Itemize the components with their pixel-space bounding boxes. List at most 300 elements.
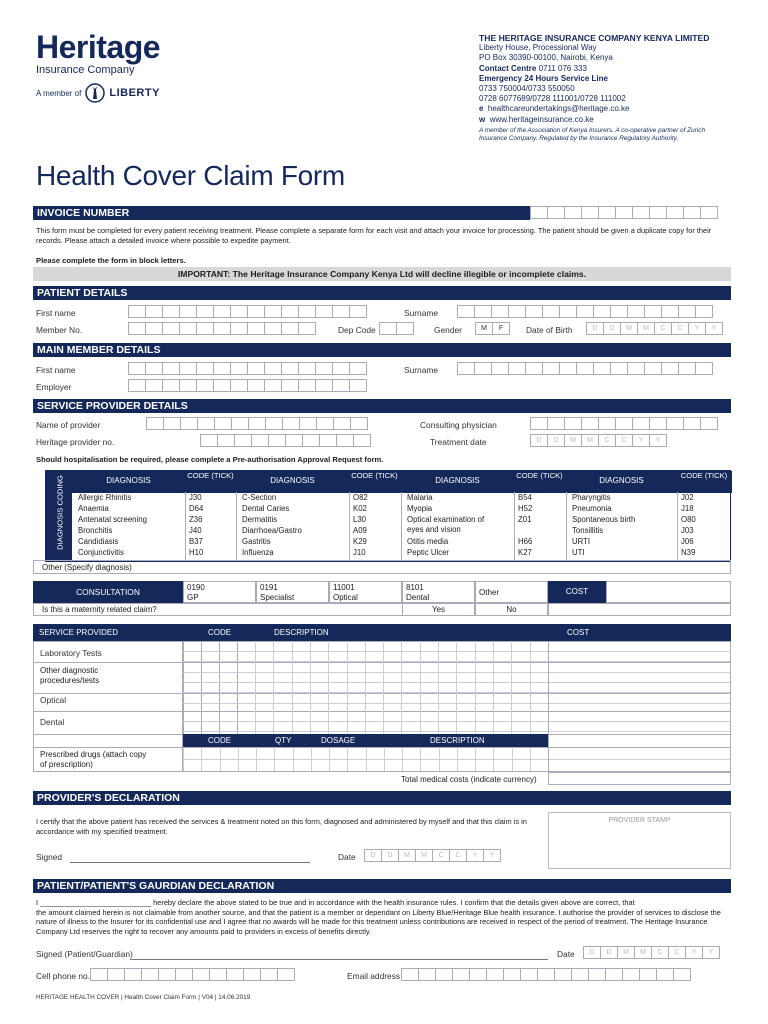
diagnosis-code[interactable]: Z36 <box>189 515 203 524</box>
entry-box[interactable] <box>520 968 538 981</box>
provider-name-field[interactable] <box>147 417 368 430</box>
entry-box[interactable] <box>145 362 163 375</box>
entry-box[interactable] <box>264 305 282 318</box>
entry-box[interactable] <box>299 417 317 430</box>
entry-box[interactable] <box>700 417 718 430</box>
entry-box[interactable] <box>298 379 316 392</box>
entry-box[interactable] <box>128 305 146 318</box>
entry-box[interactable] <box>162 362 180 375</box>
entry-box[interactable] <box>179 379 197 392</box>
entry-box[interactable] <box>656 968 674 981</box>
entry-box[interactable] <box>192 968 210 981</box>
entry-box[interactable] <box>627 362 645 375</box>
diagnosis-code[interactable]: O80 <box>681 515 696 524</box>
main-member-label: MAIN MEMBER DETAILS <box>37 344 161 356</box>
service-code-box[interactable] <box>183 641 202 663</box>
consult-optical[interactable] <box>329 581 402 603</box>
entry-box[interactable] <box>281 379 299 392</box>
entry-box[interactable]: C <box>671 322 689 335</box>
other-diagnosis-row[interactable] <box>33 560 731 574</box>
entry-box[interactable] <box>231 417 249 430</box>
provider-no-field[interactable] <box>201 434 371 447</box>
invoice-number-boxes[interactable] <box>531 206 718 219</box>
maternity-no[interactable] <box>475 603 548 616</box>
entry-box[interactable] <box>316 417 334 430</box>
entry-box[interactable] <box>661 362 679 375</box>
entry-box[interactable] <box>264 322 282 335</box>
entry-box[interactable] <box>141 968 159 981</box>
entry-box[interactable] <box>349 379 367 392</box>
entry-box[interactable] <box>457 305 475 318</box>
entry-box[interactable] <box>213 322 231 335</box>
entry-box[interactable] <box>542 305 560 318</box>
entry-box[interactable] <box>302 434 320 447</box>
entry-box[interactable] <box>598 206 616 219</box>
entry-box[interactable]: C <box>432 849 450 862</box>
entry-box[interactable]: C <box>449 849 467 862</box>
entry-box[interactable] <box>217 434 235 447</box>
entry-box[interactable] <box>128 362 146 375</box>
entry-box[interactable] <box>247 322 265 335</box>
entry-box[interactable] <box>525 362 543 375</box>
diagnosis-item: Candidiasis <box>78 537 119 546</box>
entry-box[interactable] <box>260 968 278 981</box>
entry-box[interactable] <box>350 417 368 430</box>
company-website[interactable]: www.heritageinsurance.co.ke <box>489 114 594 124</box>
entry-box[interactable]: M <box>637 322 655 335</box>
entry-box[interactable]: Y <box>466 849 484 862</box>
patient-signature-line[interactable] <box>130 959 548 960</box>
diagnosis-code[interactable]: H66 <box>518 537 533 546</box>
patient-details-label: PATIENT DETAILS <box>37 287 128 299</box>
entry-box[interactable] <box>315 362 333 375</box>
entry-box[interactable]: M <box>415 849 433 862</box>
entry-box[interactable] <box>277 968 295 981</box>
diagnosis-header: DIAGNOSIS <box>435 476 480 485</box>
entry-box[interactable]: D <box>600 946 618 959</box>
entry-box[interactable] <box>542 362 560 375</box>
service-desc-divider <box>292 711 293 734</box>
consult-cost-field[interactable] <box>606 581 731 603</box>
diagnosis-code[interactable]: J40 <box>189 526 202 535</box>
entry-box[interactable] <box>700 206 718 219</box>
entry-box[interactable] <box>281 305 299 318</box>
consult-cost-label: COST <box>565 587 589 596</box>
entry-box[interactable]: Y <box>649 434 667 447</box>
entry-box[interactable] <box>695 305 713 318</box>
entry-box[interactable] <box>197 417 215 430</box>
diagnosis-code[interactable]: A09 <box>353 526 367 535</box>
logo-member: A member of <box>36 88 82 98</box>
code-tick-header: CODE (TICK) <box>351 471 398 480</box>
entry-box[interactable] <box>336 434 354 447</box>
diagnosis-code[interactable]: D64 <box>189 504 204 513</box>
entry-box[interactable] <box>264 362 282 375</box>
entry-box[interactable] <box>508 362 526 375</box>
diagnosis-code[interactable]: Z01 <box>518 515 532 524</box>
entry-box[interactable] <box>247 305 265 318</box>
entry-box[interactable] <box>332 362 350 375</box>
entry-box[interactable] <box>200 434 218 447</box>
entry-box[interactable] <box>264 379 282 392</box>
main-surname-field[interactable] <box>458 362 713 375</box>
entry-box[interactable] <box>179 362 197 375</box>
contact-centre-label: Contact Centre <box>479 63 537 73</box>
entry-box[interactable]: D <box>381 849 399 862</box>
service-desc-divider <box>347 641 348 662</box>
entry-box[interactable] <box>649 417 667 430</box>
entry-box[interactable] <box>576 305 594 318</box>
entry-box[interactable]: M <box>398 849 416 862</box>
diagnosis-code[interactable]: J18 <box>681 504 694 513</box>
entry-box[interactable]: Y <box>483 849 501 862</box>
service-code-box[interactable] <box>237 641 256 663</box>
entry-box[interactable] <box>678 305 696 318</box>
entry-box[interactable] <box>247 362 265 375</box>
diagnosis-col-divider <box>677 492 678 560</box>
treatment-date-label: Treatment date <box>430 437 487 447</box>
liberty-statue-icon <box>85 83 105 103</box>
entry-box[interactable] <box>234 434 252 447</box>
service-desc-divider <box>511 693 512 711</box>
entry-box[interactable] <box>213 362 231 375</box>
service-desc-divider <box>292 662 293 693</box>
entry-box[interactable] <box>281 362 299 375</box>
entry-box[interactable] <box>315 305 333 318</box>
diagnosis-code[interactable]: J06 <box>681 537 694 546</box>
entry-box[interactable] <box>627 305 645 318</box>
entry-box[interactable] <box>525 305 543 318</box>
entry-box[interactable] <box>282 417 300 430</box>
entry-box[interactable] <box>247 379 265 392</box>
entry-box[interactable] <box>661 305 679 318</box>
entry-box[interactable] <box>379 322 397 335</box>
service-desc-divider <box>438 641 439 662</box>
entry-box[interactable] <box>457 362 475 375</box>
diagnosis-item: UTI <box>572 548 585 557</box>
consult-gp[interactable] <box>183 581 256 603</box>
diagnosis-code[interactable]: O82 <box>353 493 368 502</box>
entry-box[interactable] <box>632 206 650 219</box>
diagnosis-code[interactable]: L30 <box>353 515 367 524</box>
entry-box[interactable] <box>179 305 197 318</box>
diagnosis-code[interactable]: B37 <box>189 537 203 546</box>
entry-box[interactable] <box>605 968 623 981</box>
service-cost-cell[interactable] <box>548 711 731 735</box>
treatment-date-field[interactable] <box>531 434 667 447</box>
entry-box[interactable] <box>107 968 125 981</box>
entry-box[interactable] <box>554 968 572 981</box>
entry-box[interactable]: Y <box>705 322 723 335</box>
service-code-box[interactable] <box>219 662 238 694</box>
entry-box[interactable] <box>678 362 696 375</box>
diagnosis-item: Diarrhoea/Gastro <box>242 526 302 535</box>
entry-box[interactable] <box>530 417 548 430</box>
entry-box[interactable]: C <box>654 322 672 335</box>
entry-box[interactable] <box>418 968 436 981</box>
entry-box[interactable] <box>145 305 163 318</box>
diagnosis-code[interactable]: K27 <box>518 548 532 557</box>
drugs-cost-cell[interactable] <box>548 734 731 772</box>
entry-box[interactable] <box>559 305 577 318</box>
consult-specialist[interactable] <box>256 581 329 603</box>
entry-box[interactable]: M <box>564 434 582 447</box>
service-desc-divider <box>456 662 457 693</box>
entry-box[interactable] <box>581 417 599 430</box>
service-desc-divider <box>420 662 421 693</box>
entry-box[interactable] <box>537 968 555 981</box>
entry-box[interactable] <box>353 434 371 447</box>
entry-box[interactable] <box>649 206 667 219</box>
diagnosis-code[interactable]: J02 <box>681 493 694 502</box>
entry-box[interactable] <box>486 968 504 981</box>
email-address-label: Email address <box>347 971 401 981</box>
entry-box[interactable]: M <box>620 322 638 335</box>
diagnosis-code[interactable]: H10 <box>189 548 204 557</box>
entry-box[interactable] <box>559 362 577 375</box>
entry-box[interactable] <box>163 417 181 430</box>
entry-box[interactable] <box>435 968 453 981</box>
entry-box[interactable] <box>401 968 419 981</box>
entry-box[interactable] <box>673 968 691 981</box>
entry-box[interactable] <box>644 362 662 375</box>
entry-box[interactable] <box>576 362 594 375</box>
entry-box[interactable] <box>145 379 163 392</box>
consult-other-label: Other <box>479 588 500 597</box>
entry-box[interactable] <box>530 206 548 219</box>
entry-box[interactable] <box>474 305 492 318</box>
entry-box[interactable] <box>683 417 701 430</box>
patient-first-name-field[interactable] <box>129 305 367 318</box>
entry-box[interactable] <box>644 305 662 318</box>
entry-box[interactable] <box>588 968 606 981</box>
diagnosis-code[interactable]: K02 <box>353 504 367 513</box>
entry-box[interactable] <box>474 362 492 375</box>
diagnosis-code[interactable]: J30 <box>189 493 202 502</box>
entry-box[interactable] <box>564 417 582 430</box>
dep-code-label: Dep Code <box>338 325 376 335</box>
entry-box[interactable] <box>180 417 198 430</box>
entry-box[interactable] <box>508 305 526 318</box>
entry-box[interactable] <box>179 322 197 335</box>
entry-box[interactable]: M <box>634 946 652 959</box>
entry-box[interactable] <box>196 362 214 375</box>
entry-box[interactable] <box>547 417 565 430</box>
entry-box[interactable] <box>683 206 701 219</box>
entry-box[interactable] <box>666 417 684 430</box>
entry-box[interactable] <box>230 322 248 335</box>
entry-box[interactable] <box>491 362 509 375</box>
service-desc-divider <box>530 641 531 662</box>
cell-phone-field[interactable] <box>91 968 295 981</box>
entry-box[interactable] <box>469 968 487 981</box>
entry-box[interactable] <box>598 417 616 430</box>
main-first-name-field[interactable] <box>129 362 367 375</box>
service-dental-label: Dental <box>40 717 65 727</box>
entry-box[interactable]: M <box>617 946 635 959</box>
entry-box[interactable] <box>162 322 180 335</box>
service-cost-cell[interactable] <box>548 693 731 712</box>
entry-box[interactable] <box>196 305 214 318</box>
entry-box[interactable] <box>581 206 599 219</box>
entry-box[interactable] <box>281 322 299 335</box>
entry-box[interactable] <box>196 322 214 335</box>
consult-other[interactable] <box>475 581 548 603</box>
entry-box[interactable] <box>298 305 316 318</box>
entry-box[interactable] <box>610 362 628 375</box>
entry-box[interactable]: Y <box>688 322 706 335</box>
employer-field[interactable] <box>129 379 367 392</box>
entry-box[interactable] <box>333 417 351 430</box>
entry-box[interactable] <box>319 434 337 447</box>
maternity-yes[interactable] <box>402 603 475 616</box>
entry-box[interactable] <box>230 305 248 318</box>
entry-box[interactable] <box>564 206 582 219</box>
provider-stamp-box[interactable] <box>548 812 731 869</box>
consult-cost-header <box>548 581 606 603</box>
diagnosis-code[interactable]: J10 <box>353 548 366 557</box>
entry-box[interactable]: D <box>586 322 604 335</box>
service-desc-divider <box>365 641 366 662</box>
entry-box[interactable]: D <box>583 946 601 959</box>
diagnosis-item: Conjunctivitis <box>78 548 124 557</box>
service-code-box[interactable] <box>237 662 256 694</box>
other-diagnosis-label: Other (Specify diagnosis) <box>42 563 132 572</box>
entry-box[interactable] <box>128 322 146 335</box>
service-code-box[interactable] <box>201 641 220 663</box>
company-email[interactable]: healthcareundertakings@heritage.co.ke <box>487 104 630 114</box>
provider-name-label: Name of provider <box>36 420 101 430</box>
entry-box[interactable] <box>491 305 509 318</box>
entry-box[interactable] <box>610 305 628 318</box>
entry-box[interactable] <box>175 968 193 981</box>
entry-box[interactable] <box>162 305 180 318</box>
entry-box[interactable] <box>695 362 713 375</box>
entry-box[interactable] <box>571 968 589 981</box>
service-desc-divider <box>401 711 402 734</box>
entry-box[interactable] <box>90 968 108 981</box>
entry-box[interactable] <box>162 379 180 392</box>
entry-box[interactable] <box>226 968 244 981</box>
entry-box[interactable] <box>209 968 227 981</box>
entry-box[interactable] <box>285 434 303 447</box>
entry-box[interactable] <box>396 322 414 335</box>
service-cost-cell[interactable] <box>548 641 731 663</box>
entry-box[interactable] <box>214 417 232 430</box>
member-no-field[interactable] <box>129 322 316 335</box>
entry-box[interactable]: D <box>603 322 621 335</box>
entry-box[interactable]: Y <box>702 946 720 959</box>
entry-box[interactable] <box>349 362 367 375</box>
entry-box[interactable] <box>666 206 684 219</box>
entry-box[interactable] <box>145 322 163 335</box>
drugs-description-header: DESCRIPTION <box>430 736 485 745</box>
entry-box[interactable]: D <box>530 434 548 447</box>
entry-box[interactable] <box>196 379 214 392</box>
entry-box[interactable] <box>503 968 521 981</box>
entry-box[interactable] <box>230 379 248 392</box>
gender-male[interactable]: M <box>475 322 493 335</box>
service-code-box[interactable] <box>201 662 220 694</box>
diagnosis-code[interactable]: N39 <box>681 548 696 557</box>
service-cost-cell[interactable] <box>548 662 731 694</box>
gender-field[interactable] <box>476 322 510 335</box>
email-address-field[interactable] <box>402 968 691 981</box>
entry-box[interactable]: D <box>547 434 565 447</box>
web-label: w <box>479 114 486 124</box>
entry-box[interactable]: D <box>364 849 382 862</box>
entry-box[interactable] <box>251 434 269 447</box>
entry-box[interactable] <box>639 968 657 981</box>
entry-box[interactable] <box>124 968 142 981</box>
company-address-2: PO Box 30390-00100, Nairobi, Kenya <box>479 53 613 63</box>
entry-box[interactable]: C <box>668 946 686 959</box>
service-desc-divider <box>475 711 476 734</box>
entry-box[interactable]: Y <box>632 434 650 447</box>
gender-female[interactable]: F <box>492 322 510 335</box>
entry-box[interactable] <box>593 362 611 375</box>
entry-box[interactable]: C <box>615 434 633 447</box>
physician-field[interactable] <box>531 417 718 430</box>
entry-box[interactable] <box>622 968 640 981</box>
consult-dental[interactable] <box>402 581 475 603</box>
patient-surname-field[interactable] <box>458 305 713 318</box>
entry-box[interactable] <box>213 305 231 318</box>
maternity-cost-field[interactable] <box>548 603 731 616</box>
entry-box[interactable]: C <box>598 434 616 447</box>
service-code-box[interactable] <box>219 641 238 663</box>
entry-box[interactable] <box>298 322 316 335</box>
entry-box[interactable] <box>213 379 231 392</box>
service-code-box[interactable] <box>183 662 202 694</box>
dob-field[interactable] <box>587 322 723 335</box>
entry-box[interactable]: M <box>581 434 599 447</box>
entry-box[interactable] <box>265 417 283 430</box>
entry-box[interactable] <box>349 305 367 318</box>
entry-box[interactable] <box>128 379 146 392</box>
entry-box[interactable] <box>452 968 470 981</box>
entry-box[interactable]: C <box>651 946 669 959</box>
logo-name: Heritage <box>36 29 161 65</box>
entry-box[interactable] <box>632 417 650 430</box>
provider-date-field[interactable] <box>365 849 501 862</box>
entry-box[interactable] <box>332 305 350 318</box>
diagnosis-code[interactable]: K29 <box>353 537 367 546</box>
provider-signature-line[interactable] <box>70 862 310 863</box>
entry-box[interactable] <box>298 362 316 375</box>
entry-box[interactable] <box>230 362 248 375</box>
diagnosis-code[interactable]: H52 <box>518 504 533 513</box>
entry-box[interactable] <box>615 206 633 219</box>
diagnosis-code[interactable]: J03 <box>681 526 694 535</box>
entry-box[interactable] <box>615 417 633 430</box>
diagnosis-code[interactable]: B54 <box>518 493 532 502</box>
entry-box[interactable]: Y <box>685 946 703 959</box>
entry-box[interactable] <box>158 968 176 981</box>
total-costs-field[interactable] <box>548 772 731 785</box>
entry-box[interactable] <box>332 379 350 392</box>
entry-box[interactable] <box>547 206 565 219</box>
entry-box[interactable] <box>315 379 333 392</box>
entry-box[interactable] <box>593 305 611 318</box>
entry-box[interactable] <box>248 417 266 430</box>
entry-box[interactable] <box>146 417 164 430</box>
dep-code-field[interactable] <box>380 322 414 335</box>
entry-box[interactable] <box>268 434 286 447</box>
patient-date-field[interactable] <box>584 946 720 959</box>
entry-box[interactable] <box>243 968 261 981</box>
service-desc-divider <box>493 693 494 711</box>
